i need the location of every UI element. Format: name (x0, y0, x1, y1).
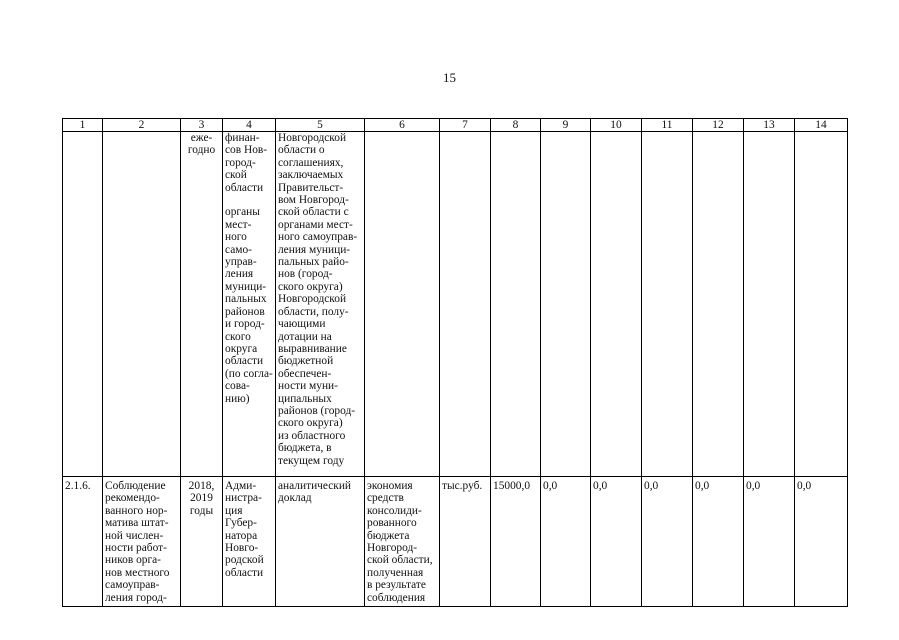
column-number: 5 (276, 119, 365, 132)
cell-value (693, 132, 744, 477)
cell-value (491, 132, 541, 477)
cell-value: 0,0 (642, 477, 693, 607)
cell-executor: Адми- нистра- ция Губер- натора Новго- родской области (223, 477, 276, 607)
column-number: 9 (541, 119, 591, 132)
table-row-continuation (63, 132, 848, 477)
column-number: 3 (181, 119, 223, 132)
column-number: 10 (591, 119, 642, 132)
cell-value: 0,0 (541, 477, 591, 607)
cell-indicator (365, 132, 440, 477)
cell-activity: Соблюдение рекомендо- ванного нор- матива штат- ной числен- ности работ- ников орга- нов местного самоуправ- ления город- (103, 477, 181, 607)
table-row-2-1-6 (63, 477, 848, 607)
column-number: 6 (365, 119, 440, 132)
cell-value: 0,0 (795, 477, 848, 607)
cell-value: 15000,0 (491, 477, 541, 607)
cell-period: 2018, 2019 годы (181, 477, 223, 607)
cell-activity (103, 132, 181, 477)
column-number: 4 (223, 119, 276, 132)
column-number: 13 (744, 119, 795, 132)
page-number: 15 (443, 70, 456, 85)
cell-value (591, 132, 642, 477)
column-number: 8 (491, 119, 541, 132)
cell-period: еже- годно (181, 132, 223, 477)
column-number: 12 (693, 119, 744, 132)
column-number: 1 (63, 119, 103, 132)
column-number: 11 (642, 119, 693, 132)
cell-value: 0,0 (744, 477, 795, 607)
cell-indicator: экономия средств консолиди- рованного бюджета Новгород- ской области, полученная в результате соблюдения (365, 477, 440, 607)
cell-item-number (63, 132, 103, 477)
cell-item-number: 2.1.6. (63, 477, 103, 607)
cell-unit: тыс.руб. (440, 477, 491, 607)
column-number-row (63, 119, 848, 132)
column-number: 14 (795, 119, 848, 132)
cell-value: 0,0 (693, 477, 744, 607)
cell-value (541, 132, 591, 477)
cell-document: аналитический доклад (276, 477, 365, 607)
cell-value (642, 132, 693, 477)
cell-value (744, 132, 795, 477)
cell-value (795, 132, 848, 477)
cell-executor: финан- сов Нов- город- ской области органы мест- ного само- управ- ления муници- пальных районов и город- ского округа области (по согла- сова- нию) (223, 132, 276, 477)
cell-value: 0,0 (591, 477, 642, 607)
cell-document: Новгородской области о соглашениях, заключаемых Правительст- вом Новгород- ской области с органами мест- ного самоуправ- ления муници- пальных райо- нов (город- ского округа) Новгородской области, полу- чающими дотации на выравнивание бюджетной обеспечен- ности муни- ципальных районов (город- ского округа) из областного бюджета, в текущем году (276, 132, 365, 477)
cell-unit (440, 132, 491, 477)
column-number: 2 (103, 119, 181, 132)
plan-table (62, 118, 848, 607)
column-number: 7 (440, 119, 491, 132)
